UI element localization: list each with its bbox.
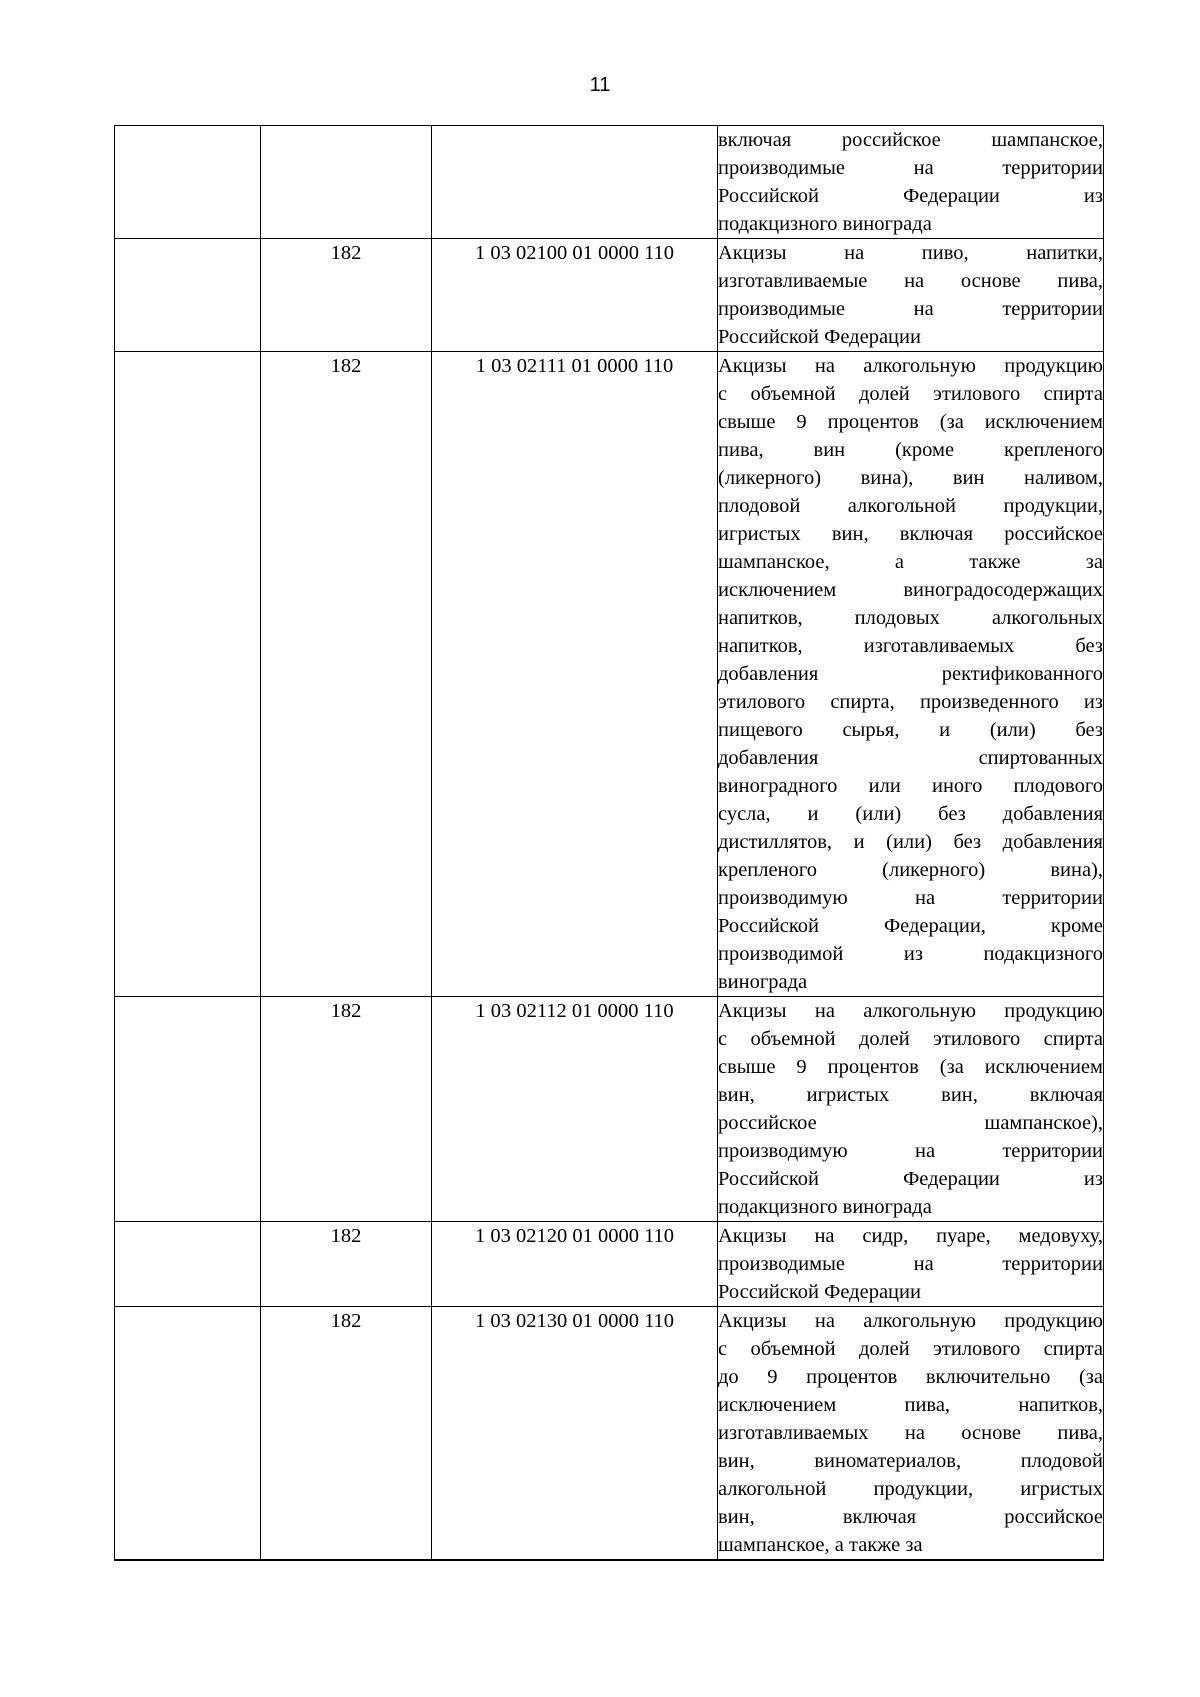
income-name-line: пива, вин (кроме крепленого [718,439,1103,461]
income-name-line: подакцизного винограда [718,213,932,235]
admin-code-cell: 182 [261,239,432,352]
blank-cell [115,1307,261,1561]
income-name-line: производимые на территории [718,157,1103,179]
blank-cell [115,126,261,239]
table-row [115,239,1104,352]
income-name-line: исключением пива, напитков, [718,1394,1103,1416]
income-name-line: напитков, изготавливаемых без [718,635,1103,657]
income-name-line: включая российское шампанское, [718,129,1103,151]
budget-code-cell: 1 03 02100 01 0000 110 [432,239,718,352]
income-name-line: Российской Федерации, кроме [718,915,1103,937]
income-name-line: свыше 9 процентов (за исключением [718,411,1103,433]
income-name-line: с объемной долей этилового спирта [718,1028,1103,1050]
table-row [115,1222,1104,1307]
table-row [115,126,1104,239]
income-name-line: вин, включая российское [718,1506,1103,1528]
income-name-line: вин, виноматериалов, плодовой [718,1450,1103,1472]
table-body [115,126,1104,1561]
blank-cell [115,239,261,352]
income-name-line: игристых вин, включая российское [718,523,1103,545]
income-name-line: с объемной долей этилового спирта [718,383,1103,405]
income-name-line: свыше 9 процентов (за исключением [718,1056,1103,1078]
budget-code-cell: 1 03 02130 01 0000 110 [432,1307,718,1561]
budget-classification-table [114,125,1104,1561]
table-row [115,997,1104,1222]
income-name-line: изготавливаемые на основе пива, [718,270,1103,292]
income-name-cell [718,1307,1104,1561]
income-name-line: пищевого сырья, и (или) без [718,719,1103,741]
income-name-line: напитков, плодовых алкогольных [718,607,1103,629]
income-name-line: с объемной долей этилового спирта [718,1338,1103,1360]
income-name-line: крепленого (ликерного) вина), [718,859,1103,881]
table-row [115,352,1104,997]
table-row [115,1307,1104,1561]
income-name-line: винограда [718,971,808,993]
income-name-line: российское шампанское), [718,1112,1103,1134]
income-name-line: (ликерного) вина), вин наливом, [718,467,1103,489]
income-name-cell [718,126,1104,239]
admin-code-cell: 182 [261,1222,432,1307]
income-name-line: производимые на территории [718,298,1103,320]
income-name-line: шампанское, а также за [718,551,1103,573]
income-name-cell [718,352,1104,997]
income-name-line: производимую на территории [718,1140,1103,1162]
income-name-line: до 9 процентов включительно (за [718,1366,1103,1388]
income-name-cell [718,239,1104,352]
income-name-line: шампанское, а также за [718,1534,923,1556]
income-name-line: Акцизы на алкогольную продукцию [718,1000,1103,1022]
income-name-cell [718,1222,1104,1307]
income-name-cell [718,997,1104,1222]
budget-code-cell: 1 03 02111 01 0000 110 [432,352,718,997]
income-name-line: Акцизы на сидр, пуаре, медовуху, [718,1225,1103,1247]
admin-code-cell [261,126,432,239]
income-name-line: добавления спиртованных [718,747,1103,769]
income-name-line: Российской Федерации из [718,185,1103,207]
income-name-line: вин, игристых вин, включая [718,1084,1103,1106]
income-name-line: Акцизы на пиво, напитки, [718,242,1103,264]
income-name-line: производимую на территории [718,887,1103,909]
page-number: 11 [589,74,611,96]
income-name-line: этилового спирта, произведенного из [718,691,1103,713]
income-name-line: производимой из подакцизного [718,943,1103,965]
income-name-line: плодовой алкогольной продукции, [718,495,1103,517]
income-name-line: алкогольной продукции, игристых [718,1478,1103,1500]
income-name-line: Акцизы на алкогольную продукцию [718,355,1103,377]
income-name-line: Российской Федерации [718,326,921,348]
income-name-line: дистиллятов, и (или) без добавления [718,831,1103,853]
income-name-line: виноградного или иного плодового [718,775,1103,797]
budget-code-cell: 1 03 02120 01 0000 110 [432,1222,718,1307]
income-name-line: добавления ректификованного [718,663,1103,685]
blank-cell [115,1222,261,1307]
admin-code-cell: 182 [261,352,432,997]
income-name-line: Российской Федерации из [718,1168,1103,1190]
blank-cell [115,352,261,997]
admin-code-cell: 182 [261,1307,432,1561]
budget-code-cell [432,126,718,239]
income-name-line: подакцизного винограда [718,1196,932,1218]
admin-code-cell: 182 [261,997,432,1222]
income-name-line: исключением виноградосодержащих [718,579,1103,601]
income-name-line: сусла, и (или) без добавления [718,803,1103,825]
income-name-line: Российской Федерации [718,1281,921,1303]
income-name-line: Акцизы на алкогольную продукцию [718,1310,1103,1332]
income-name-line: производимые на территории [718,1253,1103,1275]
budget-code-cell: 1 03 02112 01 0000 110 [432,997,718,1222]
income-name-line: изготавливаемых на основе пива, [718,1422,1103,1444]
blank-cell [115,997,261,1222]
